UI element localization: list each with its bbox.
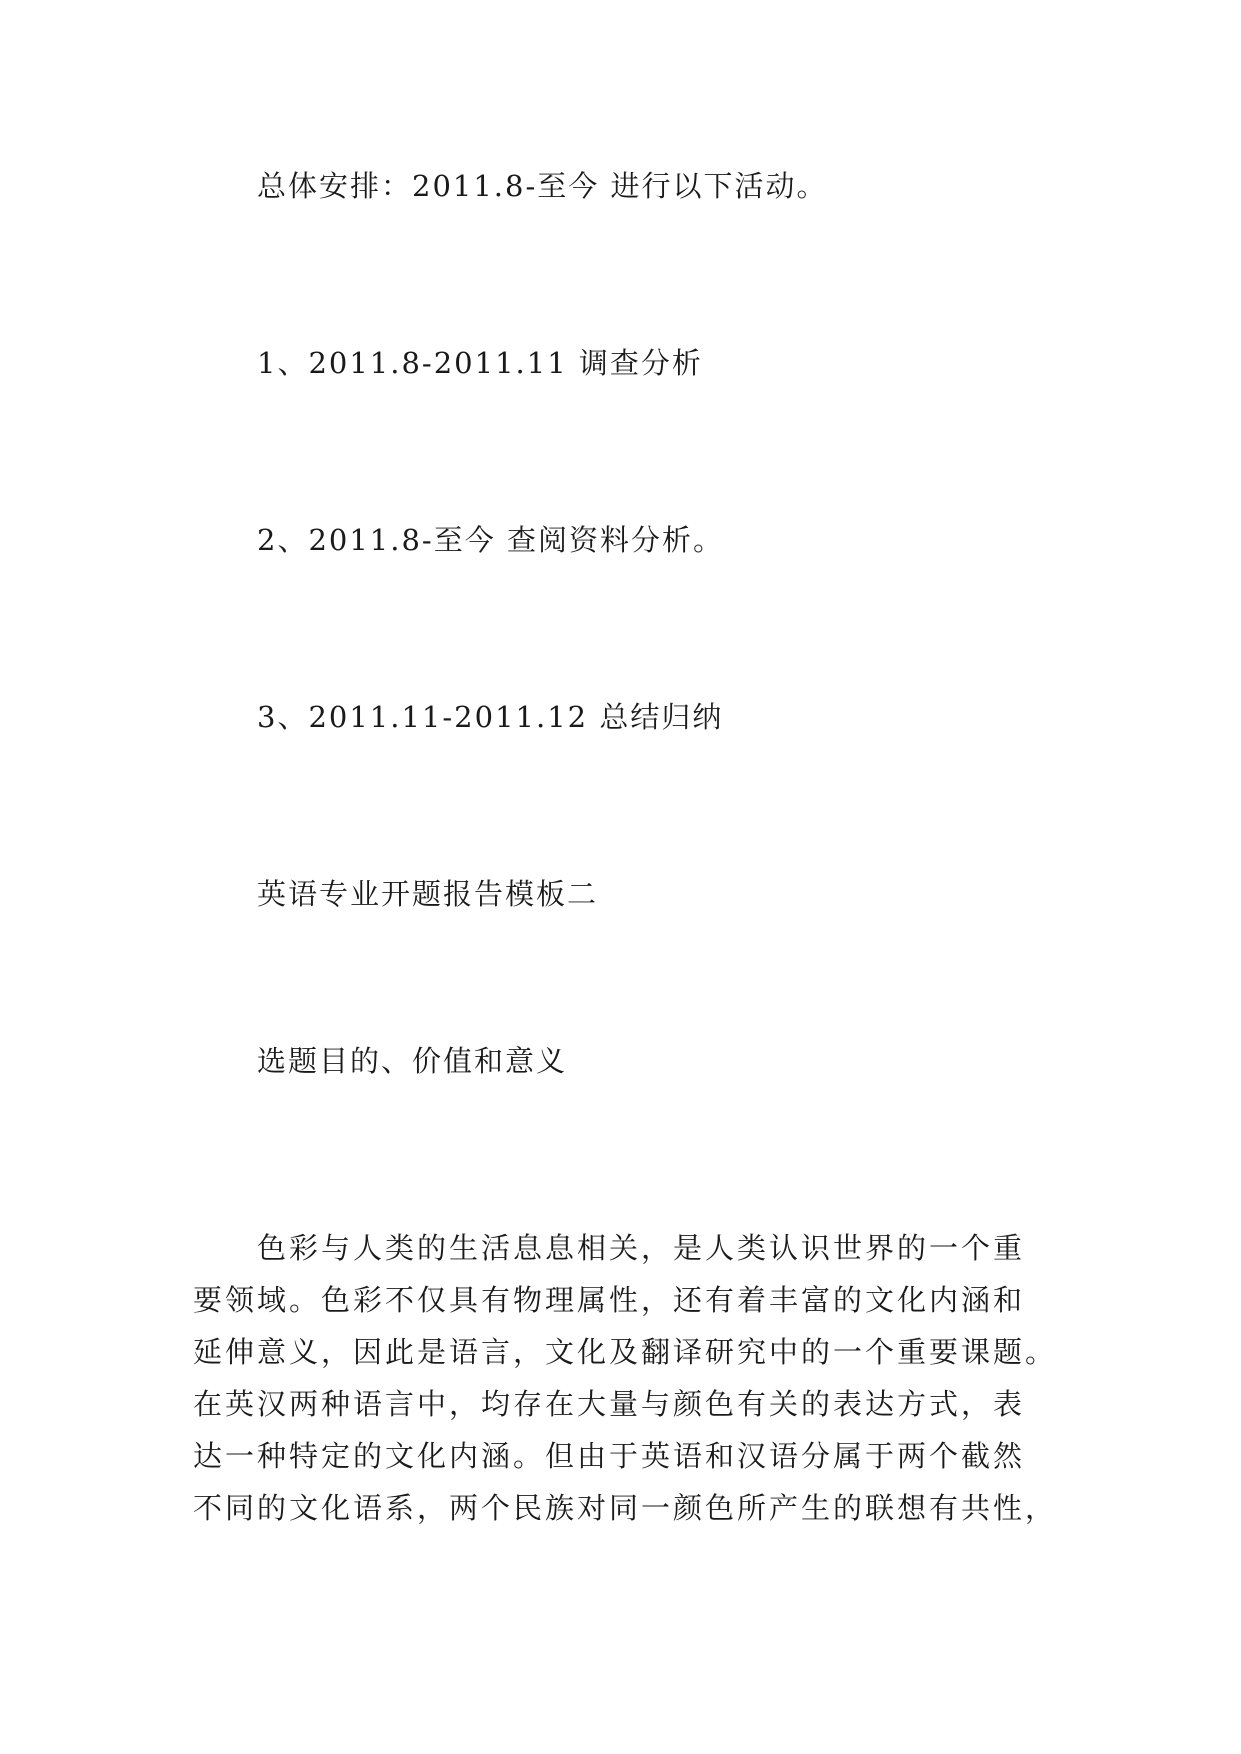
schedule-overview-line: 总体安排：2011.8-至今 进行以下活动。 xyxy=(257,169,828,203)
paragraph-line: 达一种特定的文化内涵。但由于英语和汉语分属于两个截然 xyxy=(193,1439,1026,1473)
paragraph-line: 在英汉两种语言中，均存在大量与颜色有关的表达方式，表 xyxy=(193,1387,1026,1421)
subsection-heading-purpose: 选题目的、价值和意义 xyxy=(257,1044,568,1078)
paragraph-line: 延伸意义，因此是语言，文化及翻译研究中的一个重要课题。 xyxy=(193,1335,1058,1369)
schedule-item-1: 1、2011.8-2011.11 调查分析 xyxy=(257,346,703,380)
paragraph-line: 不同的文化语系，两个民族对同一颜色所产生的联想有共性， xyxy=(193,1491,1058,1525)
schedule-item-2: 2、2011.8-至今 查阅资料分析。 xyxy=(257,523,724,557)
paragraph-line: 色彩与人类的生活息息相关，是人类认识世界的一个重 xyxy=(257,1231,1026,1265)
paragraph-line: 要领域。色彩不仅具有物理属性，还有着丰富的文化内涵和 xyxy=(193,1283,1026,1317)
body-paragraph xyxy=(193,1222,1058,1534)
section-heading-template-two: 英语专业开题报告模板二 xyxy=(257,877,599,911)
schedule-item-3: 3、2011.11-2011.12 总结归纳 xyxy=(257,700,724,734)
